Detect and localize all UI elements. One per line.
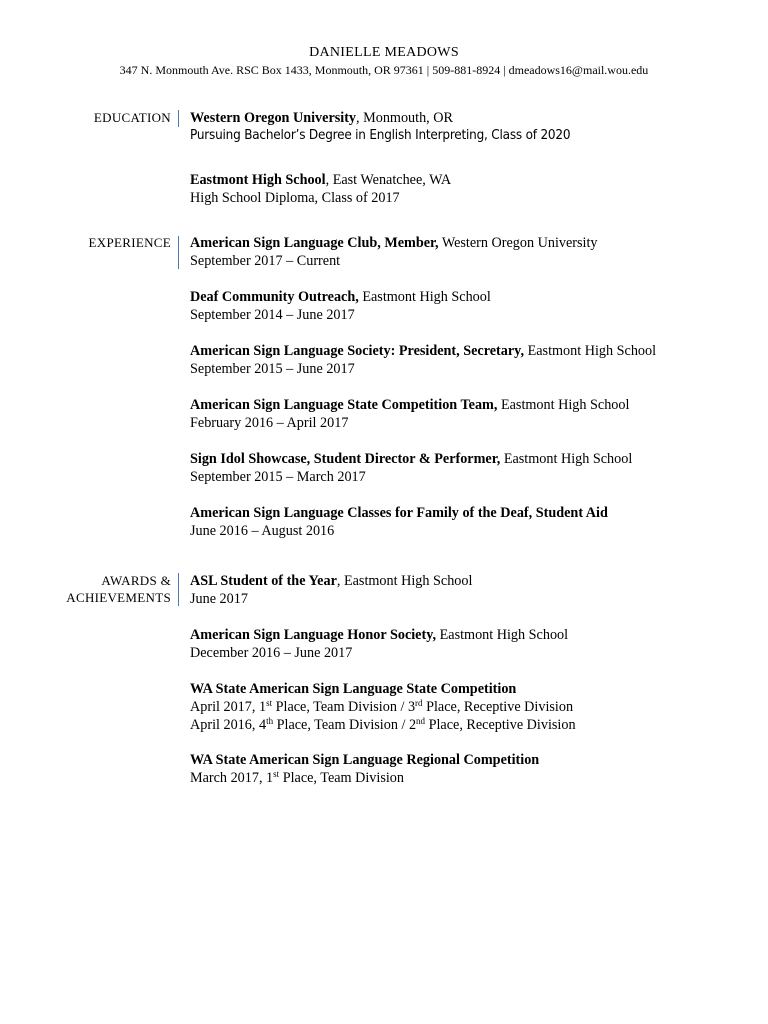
entry-detail: High School Diploma, Class of 2017: [190, 190, 400, 206]
awards-heading: [21, 572, 171, 606]
awards-heading-line2: ACHIEVEMENTS: [66, 590, 171, 605]
entry-location: , Monmouth, OR: [356, 110, 453, 126]
experience-entries: [190, 234, 750, 540]
award-entry-state-competition: [190, 680, 750, 734]
entry-title: American Sign Language State Competition Team,: [190, 397, 498, 413]
entry-dates: September 2014 – June 2017: [190, 307, 355, 323]
entry-dates: September 2015 – March 2017: [190, 469, 366, 485]
section-divider: [178, 236, 179, 269]
entry-title: American Sign Language Honor Society,: [190, 627, 437, 643]
entry-title: Deaf Community Outreach,: [190, 289, 359, 305]
placement-line: April 2017, 1st Place, Team Division / 3rd Place, Receptive Division: [190, 698, 574, 715]
entry-organization: Eastmont High School: [497, 397, 630, 413]
contact-info: 347 N. Monmouth Ave. RSC Box 1433, Monmouth, OR 97361 | 509-881-8924 | dmeadows16@mail.wou.edu: [119, 63, 649, 77]
education-entries: [190, 109, 750, 207]
entry-dates: September 2017 – Current: [190, 253, 341, 269]
entry-title: Eastmont High School: [190, 172, 326, 188]
experience-heading: EXPERIENCE: [88, 235, 171, 250]
entry-dates: June 2016 – August 2016: [190, 523, 335, 539]
experience-entry: [190, 450, 750, 486]
entry-title: WA State American Sign Language State Competition: [190, 681, 517, 697]
award-entry: [190, 572, 750, 608]
entry-organization: , Eastmont High School: [336, 573, 473, 589]
entry-organization: Eastmont High School: [436, 627, 569, 643]
education-entry: [190, 109, 750, 145]
entry-detail: Pursuing Bachelor’s Degree in English Interpreting, Class of 2020: [190, 128, 571, 143]
education-heading: EDUCATION: [93, 110, 171, 125]
entry-dates: December 2016 – June 2017: [190, 645, 353, 661]
experience-entry: [190, 504, 750, 540]
entry-dates: September 2015 – June 2017: [190, 361, 355, 377]
experience-entry: [190, 342, 750, 378]
section-divider: [178, 573, 179, 606]
education-entry: [190, 171, 750, 207]
entry-title: American Sign Language Society: President, Secretary,: [190, 343, 525, 359]
experience-entry: [190, 288, 750, 324]
experience-entry: [190, 234, 750, 270]
entry-title: WA State American Sign Language Regional Competition: [190, 752, 540, 768]
award-entry: [190, 626, 750, 662]
experience-entry: [190, 396, 750, 432]
placement-line: April 2016, 4th Place, Team Division / 2nd Place, Receptive Division: [190, 716, 576, 733]
placement-line: March 2017, 1st Place, Team Division: [190, 769, 404, 786]
entry-location: , East Wenatchee, WA: [325, 172, 452, 188]
entry-organization: Western Oregon University: [438, 235, 598, 251]
entry-title: American Sign Language Classes for Family of the Deaf, Student Aid: [190, 505, 608, 521]
entry-title: ASL Student of the Year: [190, 573, 337, 589]
entry-dates: June 2017: [190, 591, 248, 607]
entry-organization: Eastmont High School: [524, 343, 657, 359]
award-entry-regional-competition: [190, 751, 750, 787]
entry-title: Western Oregon University: [190, 110, 357, 126]
entry-organization: Eastmont High School: [500, 451, 633, 467]
entry-title: Sign Idol Showcase, Student Director & Performer,: [190, 451, 501, 467]
section-divider: [178, 110, 179, 127]
entry-dates: February 2016 – April 2017: [190, 415, 349, 431]
awards-heading-line1: AWARDS &: [101, 573, 171, 588]
applicant-name: DANIELLE MEADOWS: [309, 45, 459, 60]
awards-entries: [190, 572, 750, 787]
entry-title: American Sign Language Club, Member,: [190, 235, 439, 251]
entry-organization: Eastmont High School: [358, 289, 491, 305]
resume-header: [0, 45, 768, 77]
